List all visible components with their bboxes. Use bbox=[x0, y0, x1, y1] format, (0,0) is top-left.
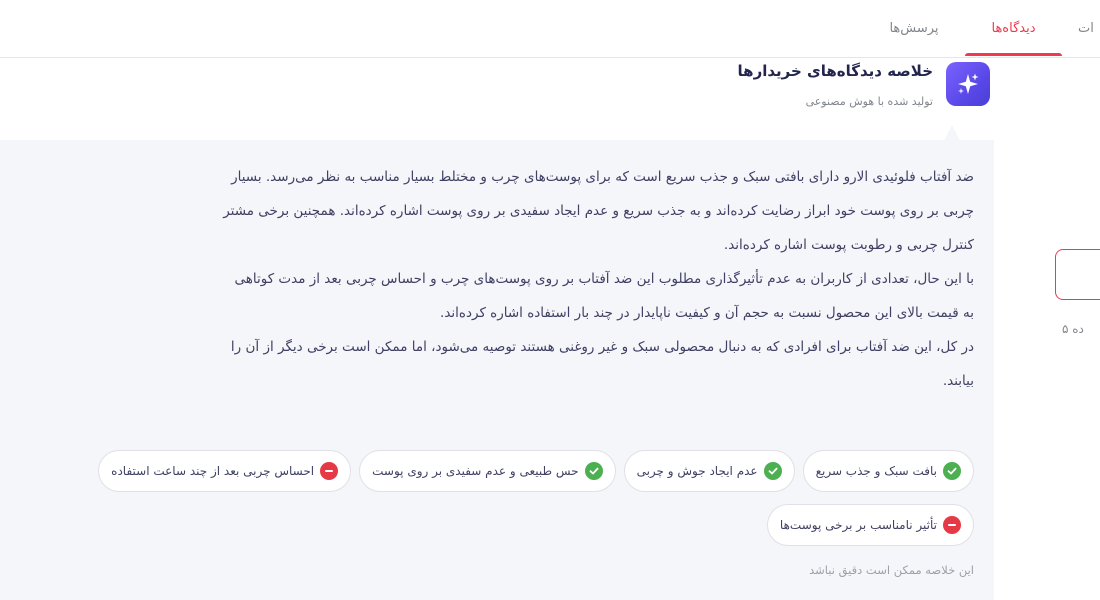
chip-label: بافت سبک و جذب سریع bbox=[815, 464, 937, 478]
summary-line: بیابند. bbox=[942, 373, 974, 389]
tab-reviews[interactable] bbox=[965, 0, 1062, 56]
summary-body bbox=[0, 160, 974, 398]
minus-circle-icon bbox=[943, 516, 961, 534]
negative-chip[interactable] bbox=[767, 504, 974, 546]
positive-chip[interactable] bbox=[624, 450, 795, 492]
tab-bar bbox=[0, 0, 1100, 58]
tab-questions-label: پرسش‌ها bbox=[889, 20, 939, 36]
summary-line: کنترل چربی و رطوبت پوست اشاره کرده‌اند. bbox=[723, 237, 974, 253]
bubble-pointer bbox=[944, 125, 960, 141]
feature-chips bbox=[0, 450, 974, 558]
check-circle-icon bbox=[585, 462, 603, 480]
chip-label: تأثیر نامناسب بر برخی پوست‌ها bbox=[779, 518, 937, 532]
chip-row bbox=[0, 450, 974, 492]
negative-chip[interactable] bbox=[98, 450, 351, 492]
summary-subtitle: تولید شده با هوش مصنوعی bbox=[805, 95, 933, 108]
minus-circle-icon bbox=[320, 462, 338, 480]
chip-row bbox=[0, 504, 974, 546]
summary-line: در کل، این ضد آفتاب برای افرادی که به دنبال محصولی سبک و غیر روغنی هستند توصیه می‌شود، اما ممکن است برخی دیگر از آن را bbox=[230, 339, 974, 355]
summary-line: به قیمت بالای این محصول نسبت به حجم آن و کیفیت ناپایدار در چند بار استفاده اشاره کرده‌اند. bbox=[440, 305, 974, 321]
chip-label: احساس چربی بعد از چند ساعت استفاده bbox=[111, 464, 315, 478]
summary-disclaimer: این خلاصه ممکن است دقیق نباشد bbox=[809, 563, 974, 577]
positive-chip[interactable] bbox=[803, 450, 974, 492]
add-review-button[interactable] bbox=[1055, 249, 1100, 300]
chip-label: حس طبیعی و عدم سفیدی بر روی پوست bbox=[372, 464, 579, 478]
tab-questions[interactable] bbox=[878, 0, 950, 56]
chip-label: عدم ایجاد جوش و چربی bbox=[636, 464, 758, 478]
check-circle-icon bbox=[943, 462, 961, 480]
summary-title: خلاصه دیدگاه‌های خریدارها bbox=[737, 62, 933, 80]
sparkles-icon bbox=[946, 62, 990, 106]
positive-chip[interactable] bbox=[359, 450, 615, 492]
tab-reviews-label: دیدگاه‌ها bbox=[991, 20, 1036, 36]
summary-line: ضد آفتاب فلوئیدی الارو دارای بافتی سبک و جذب سریع است که برای پوست‌های چرب و مختلط بسیار مناسب به نظر می‌رسد. بسیار bbox=[231, 169, 974, 185]
active-tab-indicator bbox=[965, 53, 1062, 56]
tab-cropped-label: ات bbox=[1078, 20, 1094, 36]
tab-cropped[interactable] bbox=[1078, 0, 1100, 56]
side-count-text: ده ۵ bbox=[1062, 322, 1084, 336]
check-circle-icon bbox=[764, 462, 782, 480]
summary-line: چربی بر روی پوست خود ابراز رضایت کرده‌اند و به جذب سریع و عدم ایجاد سفیدی بر روی پوست اشاره کرده‌اند. همچنین برخی مشتر bbox=[223, 203, 974, 219]
summary-line: با این حال، تعدادی از کاربران به عدم تأثیرگذاری مطلوب این ضد آفتاب بر روی پوست‌های چرب و احساس چربی بعد از مدت کوتاهی bbox=[234, 271, 974, 287]
